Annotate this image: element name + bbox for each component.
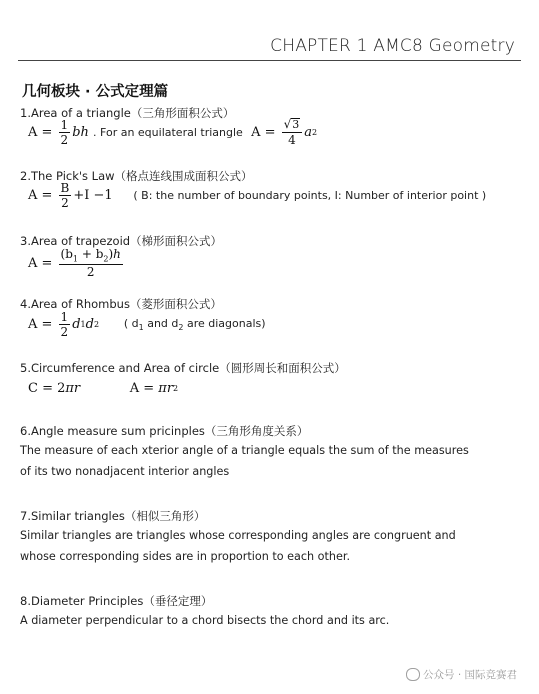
section-title: 几何板块 · 公式定理篇: [22, 84, 169, 100]
item-4-formula: A = $\frac{1}{2}$ d 1 d 2 ( $d_1$ and $d_2$ are diagonals): [28, 310, 266, 339]
item-7-body: Similar triangles are triangles whose corresponding angles are congruent and whose corresponding sides are in proportion to each other.: [20, 529, 456, 563]
item-2-heading: 2.The Pick's Law（格点连线围成面积公式）: [20, 169, 253, 183]
item-6-heading: 6.Angle measure sum pricinples（三角形角度关系）: [20, 424, 309, 438]
item-1-formula: A = $\frac{1}{2}$ bh . For an equilateral triangle A = √ 3 4 a 2: [28, 117, 318, 147]
header-rule: [18, 60, 521, 61]
item-5-formula: C = 2 πr A = πr 2: [28, 381, 179, 396]
item-8-body: A diameter perpendicular to a chord bisects the chord and its arc.: [20, 614, 390, 627]
item-1-note: . For an equilateral triangle: [93, 125, 243, 139]
item-3-formula: A = $\frac{(b_1 + b_2)h}{2}$: [28, 247, 121, 280]
item-1-heading: 1.Area of a triangle（三角形面积公式）: [20, 106, 235, 120]
item-4-heading: 4.Area of Rhombus（菱形面积公式）: [20, 297, 222, 311]
item-3-heading: 3.Area of trapezoid（梯形面积公式）: [20, 234, 223, 248]
item-5-heading: 5.Circumference and Area of circle（圆形周长和面积公式）: [20, 361, 346, 375]
item-2-formula: A = $\frac{B}{2}$ +I −1 ( B: the number of boundary points, I: Number of interior point ): [28, 181, 487, 210]
item-6-body: The measure of each xterior angle of a triangle equals the sum of the measures of its two nonadjacent interior angles: [20, 444, 469, 478]
chapter-title: CHAPTER 1 AMC8 Geometry: [270, 36, 515, 56]
item-8-heading: 8.Diameter Principles（垂径定理）: [20, 594, 213, 608]
watermark: [406, 667, 517, 682]
wechat-icon: [406, 668, 420, 681]
watermark-text: 公众号 · 国际竞赛君: [422, 669, 517, 681]
item-2-note: ( B: the number of boundary points, I: Number of interior point ): [133, 189, 487, 202]
item-4-note: ( $d_1$ and $d_2$ are diagonals): [123, 316, 266, 333]
item-7-heading: 7.Similar triangles（相似三角形）: [20, 509, 206, 523]
